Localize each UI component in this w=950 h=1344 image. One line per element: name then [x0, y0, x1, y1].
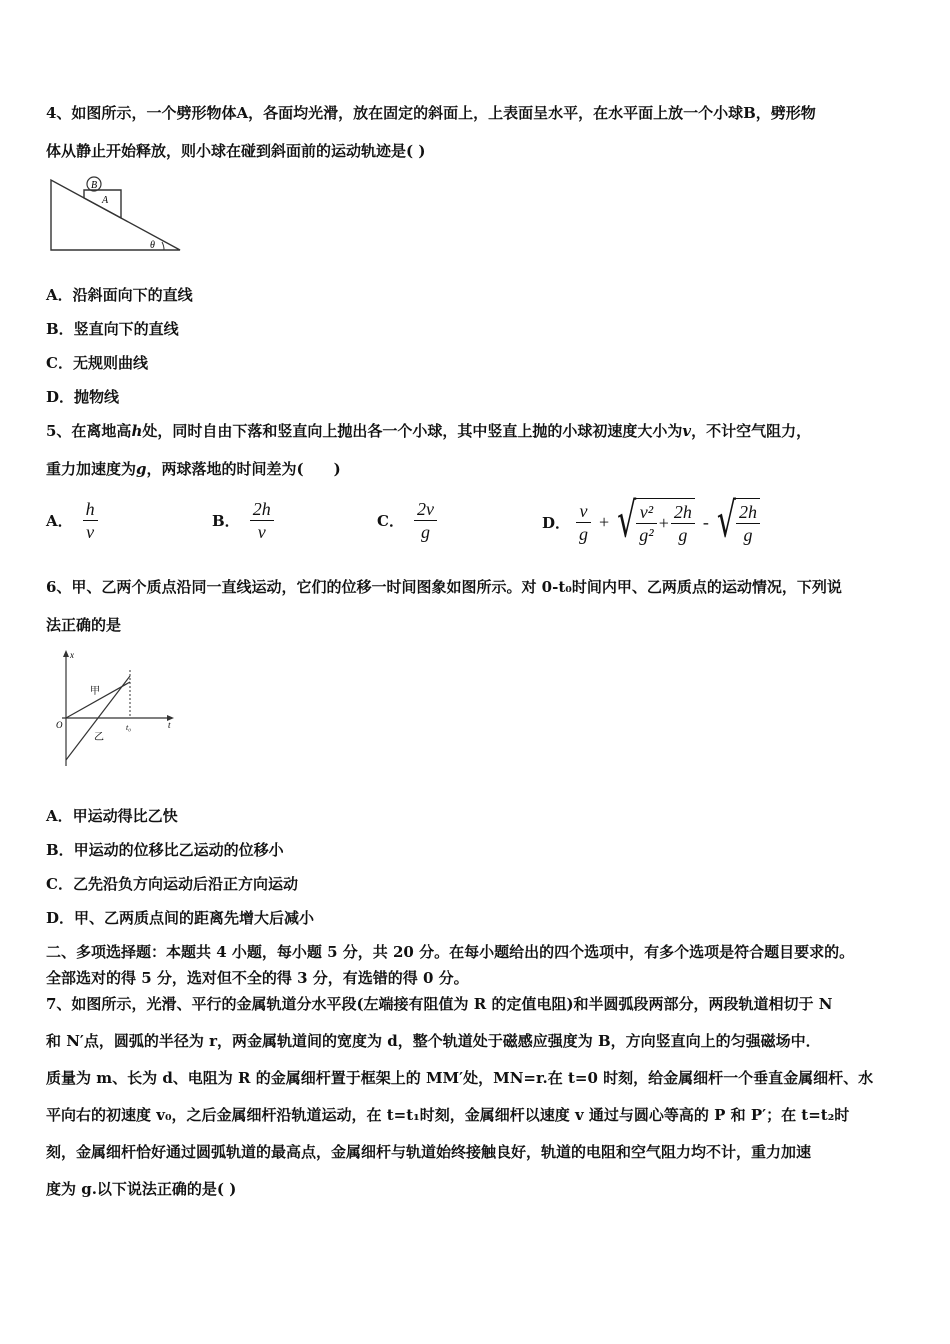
q5-option-a-fraction: $\frac{h}{v}$	[83, 498, 98, 543]
q5-stem-line2: 重力加速度为g，两球落地的时间差为( )	[46, 460, 341, 478]
q4-wedge-figure	[46, 172, 186, 254]
q6-fig-x-label: x	[70, 650, 74, 660]
q6-xt-graph	[54, 648, 179, 770]
q7-stem-line5: 刻，金属细杆恰好通过圆弧轨道的最高点，金属细杆与轨道始终接触良好，轨道的电阻和空气阻力均不计，重力加速	[46, 1143, 812, 1161]
q4-option-b: B．竖直向下的直线	[46, 320, 179, 338]
q4-stem-line2: 体从静止开始释放，则小球在碰到斜面前的运动轨迹是( )	[46, 142, 426, 160]
q7-stem-line2: 和 N′点，圆弧的半径为 r，两金属轨道间的宽度为 d，整个轨道处于磁感应强度为 B，方向竖直向上的匀强磁场中．	[46, 1032, 821, 1050]
q7-stem-line4: 平向右的初速度 v₀，之后金属细杆沿轨道运动，在 t=t₁时刻，金属细杆以速度 v 通过与圆心等高的 P 和 P′；在 t=t₂时	[46, 1106, 850, 1124]
q5-option-d-sqrt1: √ $\frac{\text{v²}}{\text{g²}}$ + $\frac{2h}{g}$	[617, 498, 695, 546]
q7-stem-line6: 度为 g.以下说法正确的是( )	[46, 1180, 237, 1198]
q6-option-d: D．甲、乙两质点间的距离先增大后减小	[46, 909, 315, 927]
q4-fig-angle-label: θ	[150, 240, 155, 251]
q6-option-b: B．甲运动的位移比乙运动的位移小	[46, 841, 284, 859]
q6-stem-line1: 6、甲、乙两个质点沿同一直线运动，它们的位移一时间图象如图所示。对 0-t₀时间内甲、乙两质点的运动情况，下列说	[46, 578, 842, 596]
q4-stem-line1: 4、如图所示，一个劈形物体A，各面均光滑，放在固定的斜面上，上表面呈水平，在水平面上放一个小球B，劈形物	[46, 104, 816, 122]
q5-option-d-sqrt2: √ $\frac{2h}{g}$	[717, 498, 760, 546]
q6-stem-line2: 法正确的是	[46, 616, 122, 634]
q5-option-c: C． $\frac{2v}{g}$	[377, 498, 437, 543]
q4-fig-ball-label: B	[91, 180, 98, 191]
q5-option-a: A． $\frac{h}{v}$	[46, 498, 98, 543]
q7-stem-line1: 7、如图所示，光滑、平行的金属轨道分水平段(左端接有阻值为 R 的定值电阻)和半圆弧段两部分，两段轨道相切于 N	[46, 995, 833, 1013]
q6-option-c: C．乙先沿负方向运动后沿正方向运动	[46, 875, 298, 893]
q5-option-b-fraction: $\frac{2h}{v}$	[250, 498, 274, 543]
q6-fig-origin-label: O	[56, 720, 63, 730]
section2-heading-line1: 二、多项选择题：本题共 4 小题，每小题 5 分，共 20 分。在每小题给出的四个选项中，有多个选项是符合题目要求的。	[46, 943, 855, 961]
q6-option-a: A．甲运动得比乙快	[46, 807, 178, 825]
q5-option-b: B． $\frac{2h}{v}$	[212, 498, 274, 543]
q4-option-a: A．沿斜面向下的直线	[46, 286, 193, 304]
q6-fig-yi-label: 乙	[94, 732, 104, 743]
q5-option-d: D． $\frac{v}{g}$ + √ $\frac{\text{v²}}{\text{g²}}$ + $\frac{2h}{g}$ - √ $\frac{2h}{g}$	[542, 498, 760, 546]
q6-fig-t-label: t	[168, 720, 171, 730]
q4-fig-block-label: A	[102, 195, 109, 206]
q5-option-c-fraction: $\frac{2v}{g}$	[414, 498, 437, 543]
q4-option-c: C．无规则曲线	[46, 354, 148, 372]
q5-stem-line1: 5、在离地高h处，同时自由下落和竖直向上抛出各一个小球，其中竖直上抛的小球初速度大小为v，不计空气阻力，	[46, 422, 812, 440]
section2-heading-line2: 全部选对的得 5 分，选对但不全的得 3 分，有选错的得 0 分。	[46, 969, 469, 987]
q4-option-d: D．抛物线	[46, 388, 120, 406]
q7-stem-line3: 质量为 m、长为 d、电阻为 R 的金属细杆置于框架上的 MM′处，MN=r.在 t=0 时刻，给金属细杆一个垂直金属细杆、水	[46, 1069, 874, 1087]
q6-fig-t0-label: t₀	[126, 723, 132, 732]
q6-fig-jia-label: 甲	[90, 686, 100, 697]
